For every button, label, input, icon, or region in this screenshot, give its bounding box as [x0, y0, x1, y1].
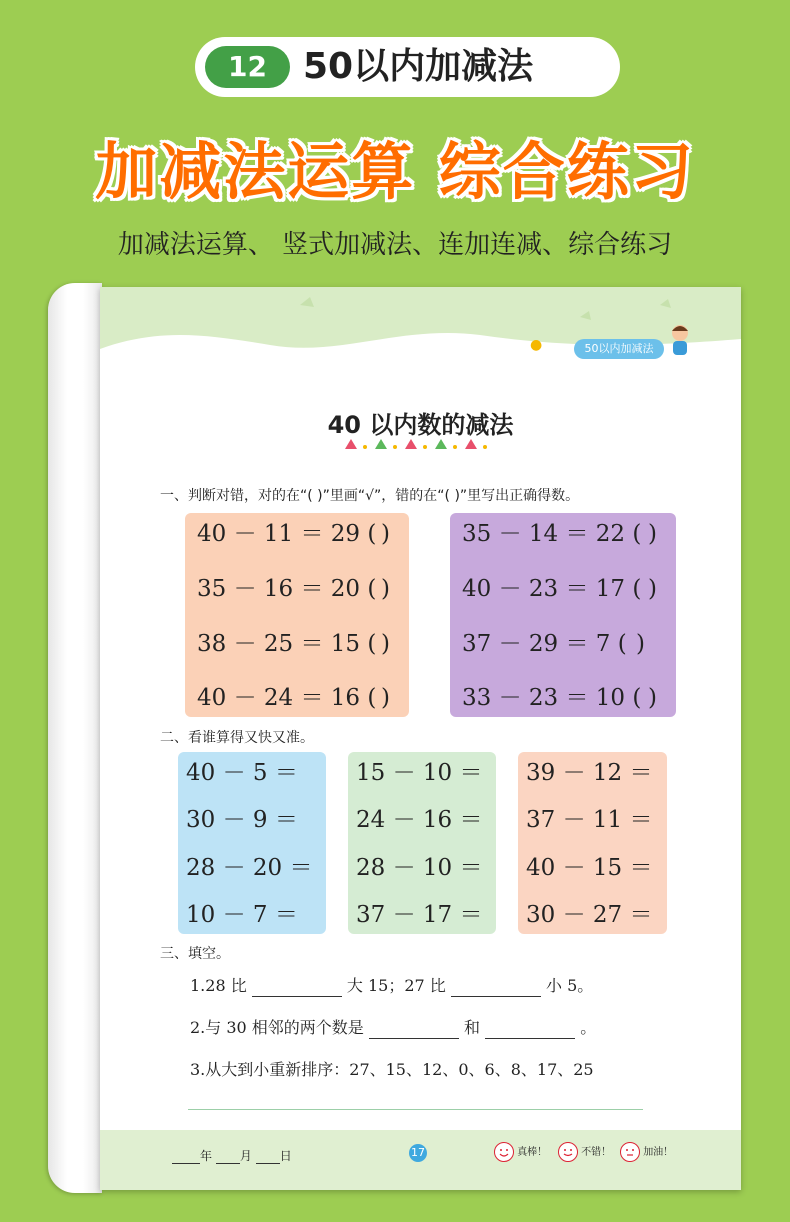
unit-title: 50以内加减法 [303, 46, 534, 87]
close-paren: ) [381, 576, 390, 602]
close-paren: ) [648, 685, 657, 711]
bee-icon: ● [530, 337, 543, 353]
calc-item: 40 － 5 ＝ [186, 760, 298, 786]
close-paren: ) [381, 631, 390, 657]
judge-item: 33 － 23 ＝ 10 ( [462, 685, 642, 711]
answer-blank[interactable] [369, 1021, 459, 1039]
calc-box-1 [178, 752, 326, 934]
fill-text: 1.28 比 [190, 976, 247, 995]
close-paren: ) [648, 576, 657, 602]
lesson-title: 40 以内数的减法 [327, 411, 514, 439]
rating-keep-going[interactable] [620, 1142, 673, 1164]
answer-blank[interactable] [252, 979, 342, 997]
lesson-number-badge: 12 [205, 46, 290, 88]
month-label: 月 [239, 1149, 252, 1163]
judge-item: 35 － 14 ＝ 22 ( [462, 521, 642, 547]
page-roll-edge [48, 283, 102, 1193]
calc-item: 40 － 15 ＝ [526, 855, 653, 881]
workbook-page [100, 287, 741, 1190]
date-field [172, 1147, 292, 1164]
fill-question-3: 3.从大到小重新排序：27、15、12、0、6、8、17、25 [190, 1060, 594, 1079]
calc-item: 37 － 17 ＝ [356, 902, 483, 928]
day-blank[interactable] [256, 1152, 280, 1164]
judge-box-right [450, 513, 676, 717]
answer-blank[interactable] [485, 1021, 575, 1039]
fill-question-2 [190, 1017, 596, 1039]
chapter-tag: 50以内加减法 [574, 339, 664, 359]
smiley-face-icon [558, 1142, 578, 1162]
page-number: 17 [409, 1144, 427, 1162]
answer-line[interactable] [188, 1109, 643, 1110]
section1-heading: 一、判断对错，对的在“( )”里画“√”，错的在“( )”里写出正确得数。 [160, 488, 580, 504]
smiley-face-icon [620, 1142, 640, 1162]
answer-blank[interactable] [451, 979, 541, 997]
judge-item: 40 － 23 ＝ 17 ( [462, 576, 642, 602]
year-blank[interactable] [172, 1152, 200, 1164]
calc-item: 39 － 12 ＝ [526, 760, 653, 786]
lesson-pill [195, 37, 620, 97]
judge-item: 37 － 29 ＝ 7 ( [462, 631, 627, 657]
judge-box-left [185, 513, 409, 717]
calc-item: 37 － 11 ＝ [526, 807, 653, 833]
rating-label: 不错！ [581, 1147, 612, 1158]
section3-heading: 三、填空。 [160, 946, 230, 962]
fill-text: 和 [464, 1018, 481, 1037]
calc-item: 30 － 9 ＝ [186, 807, 298, 833]
mascot-icon [665, 323, 695, 359]
rating-great[interactable] [494, 1142, 547, 1164]
close-paren: ) [636, 631, 645, 657]
judge-item: 40 － 11 ＝ 29 ( [197, 521, 377, 547]
fill-question-1 [190, 975, 593, 997]
fill-text: 大 15；27 比 [346, 976, 446, 995]
calc-item: 30 － 27 ＝ [526, 902, 653, 928]
calc-item: 24 － 16 ＝ [356, 807, 483, 833]
rating-label: 真棒！ [517, 1147, 548, 1158]
close-paren: ) [381, 685, 390, 711]
rating-label: 加油！ [643, 1147, 674, 1158]
fill-text: 小 5。 [546, 976, 594, 995]
day-label: 日 [279, 1149, 292, 1163]
close-paren: ) [648, 521, 657, 547]
calc-box-3 [518, 752, 667, 934]
calc-item: 10 － 7 ＝ [186, 902, 298, 928]
year-label: 年 [200, 1149, 213, 1163]
smiley-face-icon [494, 1142, 514, 1162]
calc-item: 28 － 10 ＝ [356, 855, 483, 881]
title-decoration [343, 435, 493, 451]
section2-heading: 二、看谁算得又快又准。 [160, 730, 314, 746]
banner-subtitle: 加减法运算、 竖式加减法、连加连减、综合练习 [117, 230, 673, 260]
judge-item: 35 － 16 ＝ 20 ( [197, 576, 377, 602]
judge-item: 38 － 25 ＝ 15 ( [197, 631, 377, 657]
calc-item: 28 － 20 ＝ [186, 855, 313, 881]
fill-text: 。 [580, 1018, 597, 1037]
rating-good[interactable] [558, 1142, 611, 1164]
close-paren: ) [381, 521, 390, 547]
fill-text: 2.与 30 相邻的两个数是 [190, 1018, 364, 1037]
calc-item: 15 － 10 ＝ [356, 760, 483, 786]
page-footer [100, 1130, 741, 1190]
calc-box-2 [348, 752, 496, 934]
judge-item: 40 － 24 ＝ 16 ( [197, 685, 377, 711]
banner-title: 加减法运算 综合练习 [95, 135, 695, 208]
month-blank[interactable] [216, 1152, 240, 1164]
